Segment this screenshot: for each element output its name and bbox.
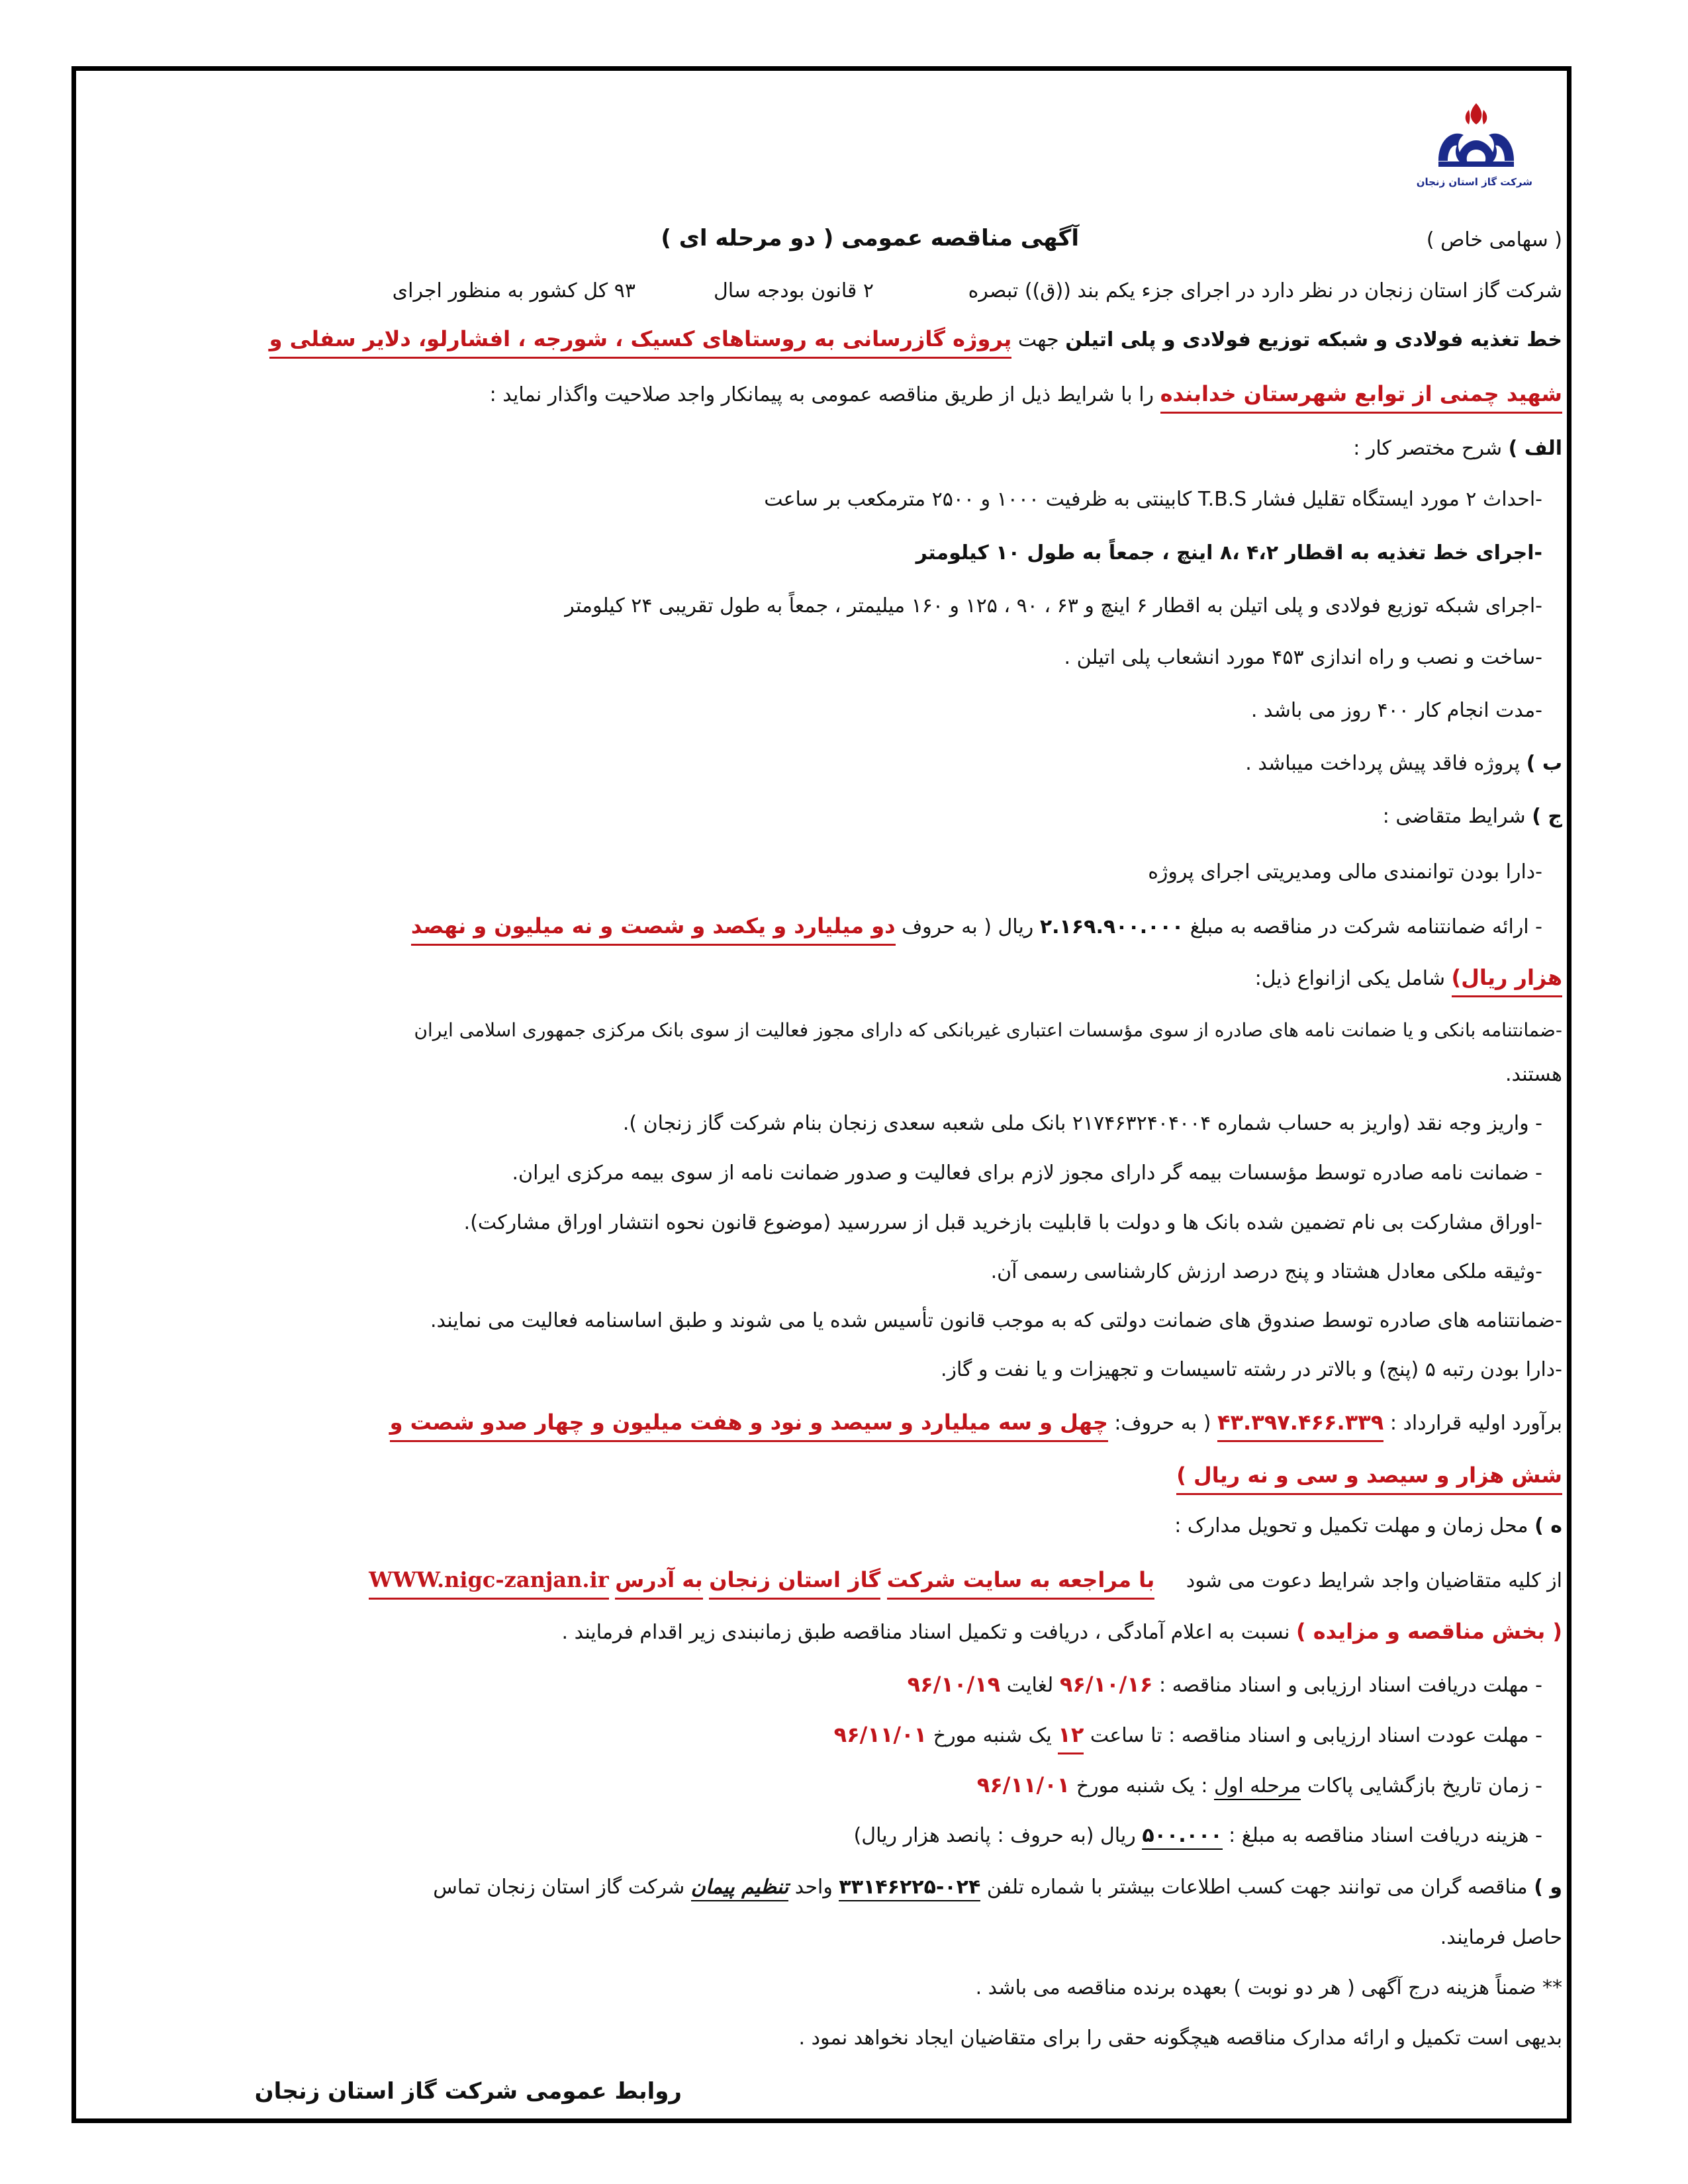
section-a-title: شرح مختصر کار : xyxy=(1353,437,1503,460)
deadline1-from: ۹۶/۱۰/۱۶ xyxy=(1059,1672,1153,1697)
section-e-red1: با مراجعه به سایت شرکت xyxy=(887,1567,1154,1600)
section-e-red3: به آدرس xyxy=(615,1567,703,1600)
section-a-item: -مدت انجام کار ۴۰۰ روز می باشد . xyxy=(1250,699,1542,722)
section-e-title: محل زمان و مهلت تکمیل و تحویل مدارک : xyxy=(1174,1514,1528,1537)
section-a-item: -ساخت و نصب و راه اندازی ۴۵۳ مورد انشعاب پلی اتیلن . xyxy=(1064,646,1542,669)
contact-unit: تنظیم پیمان xyxy=(691,1876,788,1901)
estimate-label: برآورد اولیه قرارداد : xyxy=(1389,1412,1562,1435)
guarantee-type: - واریز وجه نقد (واریز به حساب شماره ۲۱۷۴۶۳۲۴۰۴۰۰۴ بانک ملی شعبه سعدی زنجان بنام شرکت گاز زنجان ). xyxy=(622,1112,1542,1135)
intro-line1-b: ۲ قانون بودجه سال xyxy=(713,279,874,302)
section-a-label: الف ) xyxy=(1508,437,1562,460)
fee-label: - هزینه دریافت اسناد مناقصه به مبلغ : xyxy=(1229,1824,1542,1847)
estimate-amount-words-2: شش هزار و سیصد و سی و نه ریال ) xyxy=(1176,1463,1562,1495)
deadline1-to: ۹۶/۱۰/۱۹ xyxy=(907,1672,1001,1697)
deadline1-b: لغایت xyxy=(1006,1674,1054,1697)
intro-line2-black: خط تغذیه فولادی و شبکه توزیع فولادی و پلی اتیلن xyxy=(1065,328,1562,351)
page-title: آگهی مناقصه عمومی ( دو مرحله ای ) xyxy=(661,225,1079,251)
section-f-text-a: مناقصه گران می توانند جهت کسب اطلاعات بیشتر با شماره تلفن xyxy=(986,1876,1528,1899)
section-e-label: ه ) xyxy=(1534,1514,1562,1537)
deadline1-label: - مهلت دریافت اسناد ارزیابی و اسناد مناقصه : xyxy=(1158,1674,1542,1697)
guarantee-type: -ضمانتنامه های صادره توسط صندوق های ضمانت دولتی که به موجب قانون تأسیس شده یا می شوند و طبق اساسنامه فعالیت می نمایند. xyxy=(430,1309,1562,1332)
deadline2-date: ۹۶/۱۱/۰۱ xyxy=(833,1722,927,1747)
intro-line1-a: شرکت گاز استان زنجان در نظر دارد در اجرای جزء یکم بند ((ق)) تبصره xyxy=(968,279,1562,302)
intro-line1-c: ۹۳ کل کشور به منظور اجرای xyxy=(392,279,635,302)
fee-words: ریال (به حروف : پانصد هزار ریال) xyxy=(853,1824,1136,1847)
section-c-item2-c: شامل یکی ازانواع ذیل: xyxy=(1254,967,1445,990)
deadline3-b: : یک شنبه مورخ xyxy=(1076,1774,1208,1797)
guarantee-amount-words-2: هزار ریال) xyxy=(1452,965,1562,997)
section-a-item: -اجرای شبکه توزیع فولادی و پلی اتیلن به اقطار ۶ اینچ و ۶۳ ، ۹۰ ، ۱۲۵ و ۱۶۰ میلیمتر ، جمعاً به طول تقریبی ۲۴ کیلومتر xyxy=(565,594,1542,617)
guarantee-amount-words: دو میلیارد و یکصد و شصت و نه میلیون و نهصد xyxy=(411,913,896,946)
section-b-label: ب ) xyxy=(1526,752,1562,775)
intro-line2-jahat: جهت xyxy=(1017,328,1059,351)
deadline3-label: - زمان تاریخ بازگشایی پاکات xyxy=(1307,1774,1542,1797)
note-1: ** ضمناً هزینه درج آگهی ( هر دو نوبت ) بعهده برنده مناقصه می باشد . xyxy=(975,1976,1562,1999)
section-f-text-c: شرکت گاز استان زنجان تماس xyxy=(433,1876,685,1899)
guarantee-amount: ۲.۱۶۹.۹۰۰.۰۰۰ xyxy=(1039,915,1184,938)
section-f-text-d: حاصل فرمایند. xyxy=(1440,1926,1562,1949)
guarantee-type: - ضمانت نامه صادره توسط مؤسسات بیمه گر دارای مجوز لازم برای فعالیت و صدور ضمانت نامه از سوی بیمه مرکزی ایران. xyxy=(512,1161,1542,1185)
section-c-label: ج ) xyxy=(1532,805,1562,828)
note-2: بدیهی است تکمیل و ارائه مدارک مناقصه هیچگونه حقی را برای متقاضیان ایجاد نخواهد نمود . xyxy=(798,2026,1562,2050)
estimate-text-b: ( به حروف: xyxy=(1114,1412,1211,1435)
deadline2-b: یک شنبه مورخ xyxy=(933,1724,1052,1747)
section-f-text-b: واحد xyxy=(794,1876,833,1899)
guarantee-type: -اوراق مشارکت بی نام تضمین شده بانک ها و دولت با قابلیت بازخرید قبل از سررسید (موضوع قانون نحوه انتشار اوراق مشارکت). xyxy=(463,1211,1542,1234)
company-logo xyxy=(1416,98,1532,197)
intro-line3-red: شهید چمنی از توابع شهرستان خدابنده xyxy=(1160,381,1562,414)
section-c-title: شرایط متقاضی : xyxy=(1382,805,1526,828)
contact-phone[interactable]: ۰۲۴-۳۳۱۴۶۲۲۵ xyxy=(839,1876,980,1901)
page-border xyxy=(71,66,1571,2123)
section-b-text: پروژه فاقد پیش پرداخت میباشد . xyxy=(1245,752,1521,775)
section-e-line1: از کلیه متقاضیان واجد شرایط دعوت می شود xyxy=(1186,1569,1562,1592)
section-c-item2-a: - ارائه ضمانتنامه شرکت در مناقصه به مبلغ xyxy=(1190,915,1542,938)
company-type: ( سهامی خاص ) xyxy=(1426,228,1562,251)
deadline2-label: - مهلت عودت اسناد ارزیابی و اسناد مناقصه : تا ساعت xyxy=(1090,1724,1542,1747)
estimate-amount: ۴۳.۳۹۷.۴۶۶.۳۳۹ xyxy=(1217,1410,1383,1442)
deadline3-date: ۹۶/۱۱/۰۱ xyxy=(976,1772,1070,1797)
deadline3-stage: مرحله اول xyxy=(1214,1774,1301,1800)
estimate-amount-words: چهل و سه میلیارد و سیصد و نود و هفت میلیون و چهار صدو شصت و xyxy=(390,1410,1108,1442)
section-e-tender-section: ( بخش مناقصه و مزایده ) xyxy=(1295,1619,1562,1644)
section-f-label: و ) xyxy=(1534,1876,1562,1899)
section-a-item: -اجرای خط تغذیه به اقطار ۴،۲ ،۸ اینچ ، جمعاً به طول ۱۰ کیلومتر xyxy=(915,541,1542,565)
guarantee-type: هستند. xyxy=(1505,1063,1562,1086)
intro-line2-red: پروژه گازرسانی به روستاهای کسیک ، شورجه ، افشارلو، دلایر سفلی و xyxy=(269,326,1012,359)
footer-signature: روابط عمومی شرکت گاز استان زنجان xyxy=(254,2078,682,2105)
intro-line3-rest: را با شرایط ذیل از طریق مناقصه عمومی به پیمانکار واجد صلاحیت واگذار نماید : xyxy=(489,383,1154,406)
deadline2-hour: ۱۲ xyxy=(1058,1722,1084,1754)
section-c-item1: -دارا بودن توانمندی مالی ومدیریتی اجرای پروژه xyxy=(1148,860,1542,884)
section-e-red2: گاز استان زنجان xyxy=(709,1567,880,1600)
section-a-item: -احداث ۲ مورد ایستگاه تقلیل فشار T.B.S کابینتی به ظرفیت ۱۰۰۰ و ۲۵۰۰ مترمکعب بر ساعت xyxy=(764,488,1542,511)
guarantee-type: -ضمانتنامه بانکی و یا ضمانت نامه های صادره از سوی مؤسسات اعتباری غیربانکی که دارای مجوز فعالیت از سوی بانک مرکزی جمهوری اسلامی ایران xyxy=(414,1019,1562,1041)
section-c-item2-b: ریال ( به حروف xyxy=(902,915,1034,938)
guarantee-type: -وثیقه ملکی معادل هشتاد و پنج درصد ارزش کارشناسی رسمی آن. xyxy=(990,1260,1542,1283)
website-link[interactable]: WWW.nigc-zanjan.ir xyxy=(369,1567,608,1600)
fee-amount: ۵۰۰.۰۰۰ xyxy=(1142,1824,1222,1850)
section-e-line2: نسبت به اعلام آمادگی ، دریافت و تکمیل اسناد مناقصه طبق زمانبندی زیر اقدام فرمایند . xyxy=(561,1621,1290,1644)
guarantee-type: -دارا بودن رتبه ۵ (پنج) و بالاتر در رشته تاسیسات و تجهیزات و یا نفت و گاز. xyxy=(941,1358,1562,1381)
logo-caption: شرکت گاز استان زنجان xyxy=(1416,176,1532,188)
